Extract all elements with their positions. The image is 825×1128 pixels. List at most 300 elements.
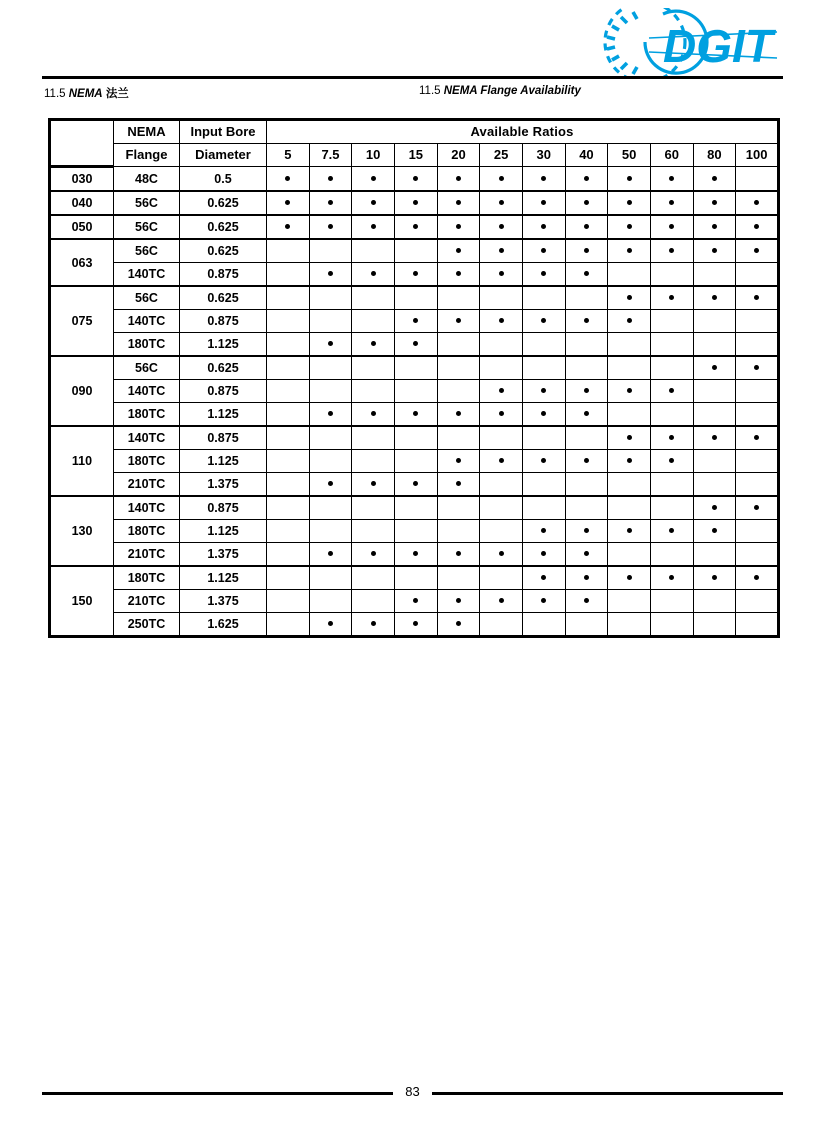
table-row (50, 520, 779, 543)
cell-ratio-available (352, 473, 395, 497)
header-right (419, 85, 581, 97)
cell-ratio-available (650, 566, 693, 590)
cell-ratio-available (437, 239, 480, 263)
cell-ratio-unavailable (352, 310, 395, 333)
table-row (50, 496, 779, 520)
cell-ratio-unavailable (736, 590, 779, 613)
cell-ratio-available (480, 450, 523, 473)
cell-ratio-available (394, 310, 437, 333)
cell-ratio-available (608, 215, 651, 239)
cell-ratio-unavailable (480, 496, 523, 520)
header-left-title-en: NEMA (68, 88, 103, 100)
cell-ratio-available (309, 403, 352, 427)
column-header-ratio-30: 30 (522, 144, 565, 167)
cell-ratio-available (522, 450, 565, 473)
cell-ratio-unavailable (267, 403, 310, 427)
cell-nema-flange: 180TC (114, 333, 180, 357)
cell-ratio-available (480, 543, 523, 567)
cell-frame-size: 040 (50, 191, 114, 215)
table-row (50, 333, 779, 357)
cell-ratio-available (522, 380, 565, 403)
cell-ratio-available (267, 191, 310, 215)
cell-ratio-available (394, 263, 437, 287)
cell-ratio-unavailable (394, 496, 437, 520)
cell-ratio-unavailable (608, 613, 651, 637)
cell-ratio-unavailable (650, 333, 693, 357)
cell-ratio-available (693, 566, 736, 590)
header-left-title-cjk: 法兰 (105, 88, 129, 100)
cell-ratio-unavailable (309, 239, 352, 263)
cell-ratio-available (565, 566, 608, 590)
cell-ratio-unavailable (565, 356, 608, 380)
cell-nema-flange: 250TC (114, 613, 180, 637)
cell-input-bore-diameter: 0.625 (180, 286, 267, 310)
column-header-ratio-15: 15 (394, 144, 437, 167)
column-header-ratio-100: 100 (736, 144, 779, 167)
table-row (50, 167, 779, 192)
cell-ratio-available (352, 263, 395, 287)
cell-ratio-unavailable (693, 473, 736, 497)
cell-ratio-available (352, 167, 395, 192)
cell-ratio-unavailable (693, 403, 736, 427)
cell-ratio-available (608, 450, 651, 473)
cell-ratio-unavailable (736, 380, 779, 403)
cell-ratio-available (309, 263, 352, 287)
cell-ratio-available (394, 613, 437, 637)
cell-ratio-available (437, 191, 480, 215)
cell-nema-flange: 56C (114, 286, 180, 310)
cell-ratio-unavailable (309, 496, 352, 520)
cell-input-bore-diameter: 1.375 (180, 590, 267, 613)
cell-ratio-available (352, 613, 395, 637)
column-header-input-bore: Input Bore (180, 120, 267, 144)
table-row (50, 191, 779, 215)
cell-ratio-unavailable (309, 310, 352, 333)
cell-nema-flange: 210TC (114, 543, 180, 567)
cell-ratio-available (565, 450, 608, 473)
cell-ratio-unavailable (267, 450, 310, 473)
cell-ratio-available (608, 380, 651, 403)
header-left (44, 85, 129, 101)
cell-ratio-unavailable (565, 496, 608, 520)
cell-ratio-unavailable (394, 566, 437, 590)
cell-ratio-unavailable (608, 333, 651, 357)
cell-nema-flange: 180TC (114, 403, 180, 427)
cell-ratio-available (437, 167, 480, 192)
cell-ratio-unavailable (394, 286, 437, 310)
cell-frame-size: 110 (50, 426, 114, 496)
header-right-section-number: 11.5 (419, 85, 441, 97)
cell-ratio-available (608, 191, 651, 215)
cell-ratio-unavailable (736, 450, 779, 473)
cell-ratio-available (480, 310, 523, 333)
cell-nema-flange: 56C (114, 239, 180, 263)
column-header-ratio-50: 50 (608, 144, 651, 167)
cell-frame-size: 150 (50, 566, 114, 637)
cell-frame-size: 075 (50, 286, 114, 356)
cell-ratio-unavailable (608, 263, 651, 287)
table-row (50, 590, 779, 613)
cell-ratio-unavailable (394, 426, 437, 450)
cell-ratio-available (480, 590, 523, 613)
cell-ratio-available (437, 215, 480, 239)
cell-ratio-available (522, 566, 565, 590)
cell-input-bore-diameter: 0.875 (180, 426, 267, 450)
cell-input-bore-diameter: 1.375 (180, 473, 267, 497)
cell-ratio-available (736, 426, 779, 450)
cell-input-bore-diameter: 1.125 (180, 566, 267, 590)
cell-ratio-available (437, 310, 480, 333)
cell-ratio-unavailable (352, 426, 395, 450)
cell-ratio-available (522, 590, 565, 613)
column-header-ratio-40: 40 (565, 144, 608, 167)
table-row (50, 215, 779, 239)
cell-ratio-unavailable (267, 496, 310, 520)
cell-input-bore-diameter: 0.875 (180, 310, 267, 333)
cell-ratio-available (693, 167, 736, 192)
cell-ratio-unavailable (480, 566, 523, 590)
cell-ratio-unavailable (267, 590, 310, 613)
cell-ratio-unavailable (267, 286, 310, 310)
cell-ratio-unavailable (650, 613, 693, 637)
cell-ratio-available (394, 590, 437, 613)
cell-ratio-unavailable (267, 239, 310, 263)
cell-ratio-available (693, 520, 736, 543)
cell-ratio-available (736, 566, 779, 590)
cell-nema-flange: 56C (114, 215, 180, 239)
cell-nema-flange: 140TC (114, 496, 180, 520)
cell-ratio-unavailable (608, 543, 651, 567)
cell-ratio-available (352, 333, 395, 357)
cell-ratio-unavailable (267, 426, 310, 450)
cell-ratio-unavailable (267, 613, 310, 637)
cell-ratio-available (608, 286, 651, 310)
page-header (44, 85, 784, 101)
cell-ratio-unavailable (309, 380, 352, 403)
cell-ratio-available (565, 543, 608, 567)
cell-ratio-available (352, 191, 395, 215)
cell-ratio-unavailable (309, 590, 352, 613)
cell-ratio-unavailable (394, 380, 437, 403)
cell-input-bore-diameter: 0.625 (180, 356, 267, 380)
cell-ratio-available (650, 215, 693, 239)
cell-ratio-unavailable (309, 450, 352, 473)
cell-ratio-available (608, 310, 651, 333)
cell-frame-size: 090 (50, 356, 114, 426)
cell-ratio-unavailable (394, 520, 437, 543)
cell-ratio-unavailable (437, 566, 480, 590)
cell-ratio-unavailable (693, 543, 736, 567)
cell-ratio-unavailable (650, 403, 693, 427)
table-row (50, 356, 779, 380)
cell-ratio-unavailable (693, 590, 736, 613)
cell-ratio-unavailable (650, 263, 693, 287)
cell-nema-flange: 140TC (114, 310, 180, 333)
cell-ratio-available (522, 543, 565, 567)
cell-ratio-unavailable (565, 473, 608, 497)
cell-ratio-unavailable (736, 263, 779, 287)
cell-ratio-unavailable (352, 590, 395, 613)
cell-input-bore-diameter: 0.875 (180, 496, 267, 520)
cell-ratio-unavailable (693, 380, 736, 403)
cell-ratio-unavailable (267, 520, 310, 543)
cell-ratio-available (522, 403, 565, 427)
column-header-nema: NEMA (114, 120, 180, 144)
cell-ratio-unavailable (736, 520, 779, 543)
cell-frame-size: 063 (50, 239, 114, 286)
cell-ratio-unavailable (437, 333, 480, 357)
cell-ratio-unavailable (437, 286, 480, 310)
cell-ratio-available (309, 215, 352, 239)
nema-flange-availability-table (48, 118, 780, 638)
table-head (50, 120, 779, 167)
cell-ratio-unavailable (352, 566, 395, 590)
cell-ratio-available (565, 215, 608, 239)
page-number: 83 (405, 1084, 420, 1099)
cell-ratio-unavailable (309, 566, 352, 590)
cell-ratio-available (650, 380, 693, 403)
column-header-ratio-10: 10 (352, 144, 395, 167)
cell-ratio-available (522, 191, 565, 215)
table-row (50, 286, 779, 310)
cell-ratio-available (522, 310, 565, 333)
cell-ratio-available (650, 450, 693, 473)
cell-nema-flange: 210TC (114, 590, 180, 613)
cell-ratio-unavailable (352, 239, 395, 263)
cell-ratio-available (394, 167, 437, 192)
cell-ratio-unavailable (736, 403, 779, 427)
cell-input-bore-diameter: 0.875 (180, 263, 267, 287)
cell-ratio-unavailable (736, 333, 779, 357)
column-header-ratio-60: 60 (650, 144, 693, 167)
cell-ratio-available (309, 473, 352, 497)
cell-ratio-unavailable (565, 426, 608, 450)
cell-input-bore-diameter: 1.125 (180, 403, 267, 427)
cell-ratio-available (309, 333, 352, 357)
cell-ratio-available (565, 520, 608, 543)
cell-ratio-available (736, 286, 779, 310)
nema-flange-availability-table-wrapper (48, 118, 777, 638)
column-header-ratio-5: 5 (267, 144, 310, 167)
cell-ratio-available (650, 239, 693, 263)
cell-ratio-available (736, 215, 779, 239)
cell-ratio-available (736, 356, 779, 380)
column-header-ratio-80: 80 (693, 144, 736, 167)
cell-ratio-unavailable (267, 263, 310, 287)
table-row (50, 543, 779, 567)
cell-ratio-available (565, 380, 608, 403)
table-row (50, 239, 779, 263)
cell-ratio-available (608, 426, 651, 450)
table-header-row-2 (50, 144, 779, 167)
cell-ratio-available (309, 543, 352, 567)
header-left-section-number: 11.5 (44, 88, 66, 100)
cell-ratio-available (480, 263, 523, 287)
cell-ratio-unavailable (650, 496, 693, 520)
cell-ratio-available (693, 286, 736, 310)
cell-ratio-available (650, 426, 693, 450)
dgit-logo-icon (571, 8, 781, 76)
cell-ratio-available (608, 239, 651, 263)
company-logo (571, 8, 781, 76)
cell-ratio-unavailable (480, 473, 523, 497)
cell-ratio-available (693, 215, 736, 239)
cell-ratio-unavailable (309, 520, 352, 543)
cell-ratio-available (522, 263, 565, 287)
cell-ratio-unavailable (352, 520, 395, 543)
cell-ratio-unavailable (267, 566, 310, 590)
cell-nema-flange: 140TC (114, 426, 180, 450)
logo-brand-text: DGIT (663, 20, 773, 72)
cell-ratio-available (650, 167, 693, 192)
cell-ratio-available (437, 403, 480, 427)
cell-ratio-available (522, 215, 565, 239)
cell-ratio-unavailable (608, 356, 651, 380)
cell-ratio-unavailable (608, 496, 651, 520)
cell-input-bore-diameter: 0.5 (180, 167, 267, 192)
cell-ratio-unavailable (693, 263, 736, 287)
cell-ratio-unavailable (522, 333, 565, 357)
cell-ratio-unavailable (522, 286, 565, 310)
cell-ratio-available (437, 590, 480, 613)
cell-ratio-unavailable (565, 613, 608, 637)
cell-ratio-available (693, 239, 736, 263)
cell-ratio-available (480, 380, 523, 403)
cell-ratio-unavailable (522, 356, 565, 380)
cell-ratio-unavailable (736, 543, 779, 567)
column-header-flange: Flange (114, 144, 180, 167)
cell-frame-size: 130 (50, 496, 114, 566)
table-body (50, 167, 779, 637)
cell-ratio-available (650, 191, 693, 215)
cell-nema-flange: 140TC (114, 263, 180, 287)
cell-ratio-available (267, 167, 310, 192)
cell-ratio-available (309, 613, 352, 637)
cell-ratio-available (693, 356, 736, 380)
cell-ratio-available (608, 167, 651, 192)
cell-ratio-unavailable (693, 613, 736, 637)
cell-ratio-available (394, 333, 437, 357)
cell-ratio-available (480, 191, 523, 215)
cell-ratio-available (736, 496, 779, 520)
header-divider (42, 76, 783, 79)
cell-ratio-unavailable (352, 356, 395, 380)
cell-ratio-available (480, 215, 523, 239)
cell-ratio-unavailable (650, 543, 693, 567)
cell-ratio-available (736, 191, 779, 215)
cell-ratio-unavailable (352, 286, 395, 310)
cell-ratio-available (437, 613, 480, 637)
cell-ratio-unavailable (522, 473, 565, 497)
cell-nema-flange: 210TC (114, 473, 180, 497)
cell-ratio-unavailable (650, 310, 693, 333)
column-header-ratio-7-5: 7.5 (309, 144, 352, 167)
cell-input-bore-diameter: 0.875 (180, 380, 267, 403)
cell-ratio-unavailable (736, 310, 779, 333)
cell-ratio-available (693, 496, 736, 520)
table-row (50, 613, 779, 637)
cell-input-bore-diameter: 0.625 (180, 215, 267, 239)
table-row (50, 380, 779, 403)
cell-ratio-unavailable (522, 613, 565, 637)
cell-input-bore-diameter: 1.125 (180, 333, 267, 357)
cell-ratio-available (437, 473, 480, 497)
cell-input-bore-diameter: 1.125 (180, 520, 267, 543)
cell-ratio-available (522, 239, 565, 263)
cell-ratio-unavailable (565, 333, 608, 357)
table-row (50, 263, 779, 287)
column-header-ratio-20: 20 (437, 144, 480, 167)
column-header-frame (50, 120, 114, 167)
cell-ratio-available (437, 543, 480, 567)
cell-ratio-unavailable (480, 286, 523, 310)
header-right-title: NEMA Flange Availability (443, 85, 581, 97)
cell-ratio-available (437, 263, 480, 287)
cell-ratio-unavailable (480, 613, 523, 637)
cell-ratio-available (565, 191, 608, 215)
cell-ratio-available (522, 167, 565, 192)
cell-ratio-unavailable (522, 426, 565, 450)
cell-ratio-unavailable (736, 473, 779, 497)
cell-ratio-available (394, 403, 437, 427)
cell-input-bore-diameter: 0.625 (180, 191, 267, 215)
cell-ratio-available (565, 263, 608, 287)
cell-ratio-unavailable (736, 167, 779, 192)
cell-ratio-unavailable (352, 380, 395, 403)
page-footer (42, 1086, 783, 1100)
cell-ratio-unavailable (522, 496, 565, 520)
cell-ratio-available (565, 590, 608, 613)
cell-ratio-unavailable (437, 356, 480, 380)
cell-ratio-available (394, 191, 437, 215)
column-header-diameter: Diameter (180, 144, 267, 167)
cell-ratio-unavailable (267, 333, 310, 357)
cell-ratio-unavailable (267, 543, 310, 567)
cell-ratio-available (394, 215, 437, 239)
cell-nema-flange: 180TC (114, 450, 180, 473)
cell-ratio-available (480, 239, 523, 263)
cell-ratio-available (480, 403, 523, 427)
cell-ratio-available (693, 191, 736, 215)
cell-nema-flange: 56C (114, 356, 180, 380)
table-row (50, 310, 779, 333)
cell-ratio-available (565, 167, 608, 192)
cell-ratio-unavailable (565, 286, 608, 310)
cell-ratio-unavailable (309, 426, 352, 450)
cell-ratio-available (650, 286, 693, 310)
cell-nema-flange: 140TC (114, 380, 180, 403)
cell-ratio-unavailable (480, 333, 523, 357)
cell-ratio-unavailable (650, 473, 693, 497)
cell-input-bore-diameter: 1.375 (180, 543, 267, 567)
cell-ratio-unavailable (437, 426, 480, 450)
table-header-row-1 (50, 120, 779, 144)
cell-nema-flange: 56C (114, 191, 180, 215)
cell-ratio-unavailable (267, 473, 310, 497)
cell-ratio-unavailable (480, 426, 523, 450)
cell-ratio-unavailable (693, 310, 736, 333)
table-row (50, 426, 779, 450)
cell-ratio-unavailable (394, 356, 437, 380)
cell-frame-size: 050 (50, 215, 114, 239)
table-row (50, 450, 779, 473)
cell-input-bore-diameter: 1.125 (180, 450, 267, 473)
cell-input-bore-diameter: 1.625 (180, 613, 267, 637)
cell-ratio-available (309, 167, 352, 192)
cell-ratio-available (565, 310, 608, 333)
cell-ratio-unavailable (736, 613, 779, 637)
cell-frame-size: 030 (50, 167, 114, 192)
